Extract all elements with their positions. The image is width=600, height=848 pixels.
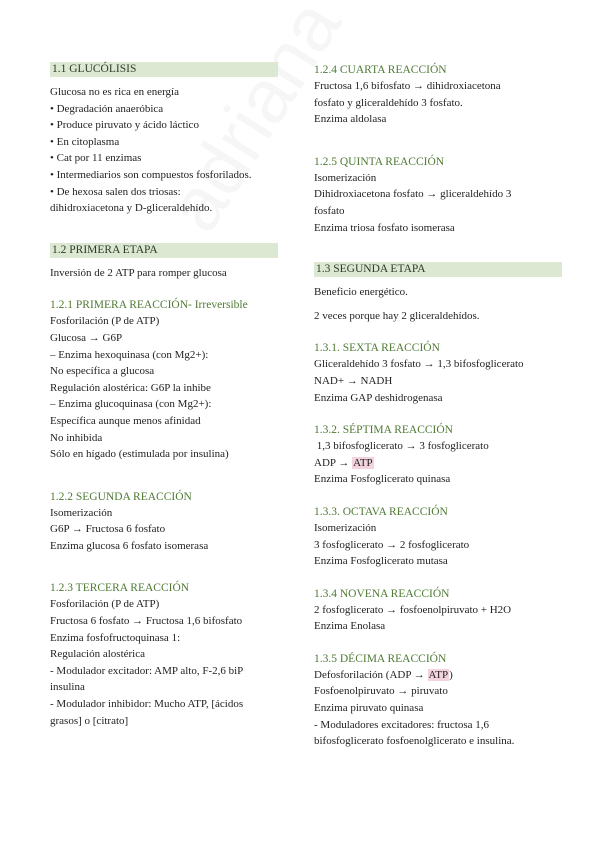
text-line: 2 veces porque hay 2 gliceraldehídos. [314,309,480,322]
subheading-segunda-reaccion: 1.2.2 SEGUNDA REACCIÓN [50,490,192,503]
text-line: fosfato [314,204,345,217]
highlight-atp: ATP [353,456,373,469]
text-line: Enzima glucosa 6 fosfato isomerasa [50,539,209,552]
text-line: Enzima fosfofructoquinasa 1: [50,631,181,644]
subheading-sexta-reaccion: 1.3.1. SEXTA REACCIÓN [314,342,440,355]
section-heading-glucolisis: 1.1 GLUCÓLISIS [50,62,278,77]
text-line: • Produce piruvato y ácido láctico [50,119,199,132]
subheading-cuarta-reaccion: 1.2.4 CUARTA REACCIÓN [314,64,447,76]
text-line: Enzima Fosfoglicerato mutasa [314,555,448,568]
text-line: - Moduladores excitadores: fructosa 1,6 [314,718,490,731]
left-column [50,62,278,729]
text-line: grasos] o [citrato] [50,714,129,727]
text-line: Regulación alostérica [50,648,145,661]
text-line: Isomerización [314,521,377,534]
subheading-novena-reaccion: 1.3.4 NOVENA REACCIÓN [314,587,450,600]
text-line: Fructosa 6 fosfato → Fructosa 1,6 bifosfato [50,615,243,628]
text-line: • Intermediarios son compuestos fosforilados. [50,168,252,181]
text-line: Regulación alostérica: G6P la inhibe [50,381,211,394]
text-line: Fosforilación (P de ATP) [50,598,160,611]
text-line: • Cat por 11 enzimas [50,152,142,165]
text-line: G6P → Fructosa 6 fosfato [50,523,166,536]
text-line: Glucosa → G6P [50,331,123,344]
text-line: Glucosa no es rica en energía [50,86,179,98]
text-line: Enzima piruvato quinasa [314,702,424,715]
text-line: Enzima aldolasa [314,113,387,126]
text-line [314,667,562,684]
text-line: bifosfoglicerato fosfoenolglicerato e insulina. [314,735,515,748]
subheading-quinta-reaccion: 1.2.5 QUINTA REACCIÓN [314,155,445,168]
text-line: No específica a glucosa [50,365,155,378]
text-line: dihidroxiacetona y D-gliceraldehído. [50,202,213,215]
text-line: Enzima Fosfoglicerato quinasa [314,473,451,486]
text-line: Fructosa 1,6 bifosfato → dihidroxiacetona [314,80,501,92]
text-line: • De hexosa salen dos triosas: [50,185,181,198]
text-line: NAD+ → NADH [314,374,393,387]
text-line: Isomerización [314,171,377,184]
text-line: • Degradación anaeróbica [50,102,164,115]
text-line: Fosforilación (P de ATP) [50,315,160,328]
text-line: - Modulador inhibidor: Mucho ATP, [ácidos [50,698,244,711]
section-body [50,84,278,217]
text-line: Inversión de 2 ATP para romper glucosa [50,266,227,279]
text-line: fosfato y gliceraldehído 3 fosfato. [314,96,463,109]
text-line [314,455,562,472]
text-line: Beneficio energético. [314,286,408,299]
text-line: Isomerización [50,506,113,519]
text-line: 3 fosfoglicerato → 2 fosfoglicerato [314,538,470,551]
text-line: - Modulador excitador: AMP alto, F-2,6 biP [50,664,244,677]
text-line: • En citoplasma [50,135,120,148]
text-line: Dihidroxiacetona fosfato → gliceraldehído 3 [314,188,512,201]
text-line: 1,3 bifosfoglicerato → 3 fosfoglicerato [314,440,489,453]
subheading-octava-reaccion: 1.3.3. OCTAVA REACCIÓN [314,505,448,518]
text-line: Fosfoenolpiruvato → piruvato [314,685,448,698]
text-line: – Enzima glucoquinasa (con Mg2+): [50,398,212,411]
subheading-decima-reaccion: 1.3.5 DÉCIMA REACCIÓN [314,652,447,665]
subheading-septima-reaccion: 1.3.2. SÉPTIMA REACCIÓN [314,424,453,437]
right-column [314,62,562,750]
text-line: Enzima GAP deshidrogenasa [314,391,443,404]
text-line: 2 fosfoglicerato → fosfoenolpiruvato + H2O [314,603,512,616]
text-line: Específica aunque menos afinidad [50,414,201,427]
subheading-primera-reaccion: 1.2.1 PRIMERA REACCIÓN- Irreversible [50,299,248,312]
text-line: No inhibida [50,431,103,444]
section-heading-primera-etapa: 1.2 PRIMERA ETAPA [50,243,278,258]
text-line: insulina [50,681,85,694]
text-line: Enzima Enolasa [314,620,386,633]
text-line: – Enzima hexoquinasa (con Mg2+): [50,348,209,361]
text-fragment: ADP → [314,456,353,469]
section-heading-segunda-etapa: 1.3 SEGUNDA ETAPA [314,262,562,277]
text-line: Sólo en hígado (estimulada por insulina) [50,448,229,461]
text-fragment: Defosforilación (ADP → [314,668,428,681]
text-fragment: ) [449,668,453,681]
subheading-tercera-reaccion: 1.2.3 TERCERA REACCIÓN [50,582,190,595]
text-line: Gliceraldehído 3 fosfato → 1,3 bifosfoglicerato [314,358,524,371]
text-line: Enzima triosa fosfato isomerasa [314,221,455,234]
highlight-atp: ATP [428,668,449,681]
